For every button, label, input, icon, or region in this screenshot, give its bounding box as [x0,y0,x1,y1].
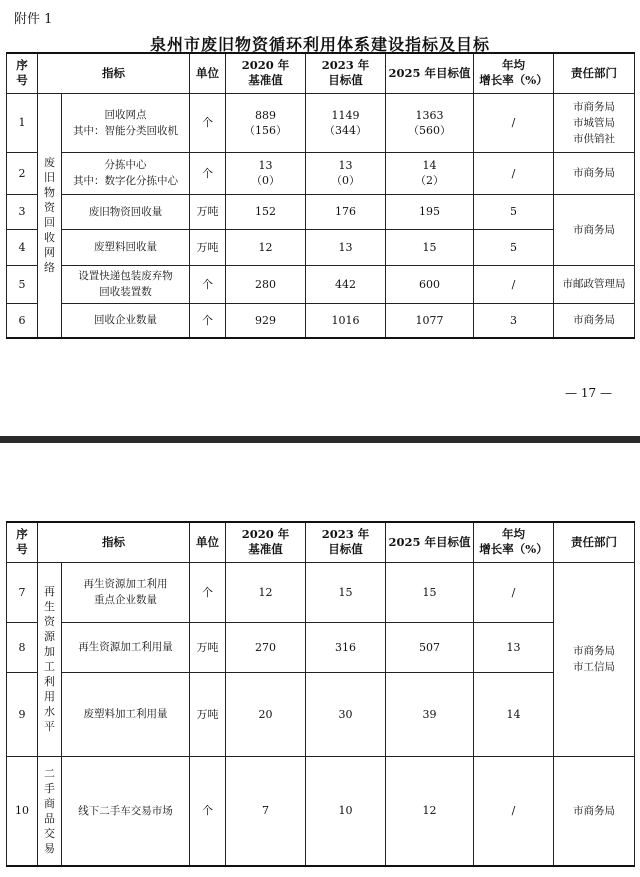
row-no: 3 [7,194,38,229]
group-label-recycling-network: 废 旧 物 资 回 收 网 络 [38,93,62,338]
dept-cell: 市商务局 [554,152,635,194]
row-no: 1 [7,93,38,152]
header-dept: 责任部门 [554,522,635,562]
row-no: 7 [7,562,38,622]
row-no: 2 [7,152,38,194]
dept-cell: 市商务局 市城管局 市供销社 [554,93,635,152]
growth-cell: / [474,152,554,194]
table-row [7,303,635,338]
header-dept: 责任部门 [554,53,635,93]
table-header [7,53,635,93]
unit-cell: 个 [190,303,226,338]
header-unit: 单位 [190,522,226,562]
table-row [7,194,635,229]
header-2020: 2020 年 基准值 [226,522,306,562]
unit-cell: 个 [190,152,226,194]
growth-cell: 13 [474,622,554,672]
value-2025: 39 [386,672,474,756]
value-2020: 12 [226,229,306,265]
table-row [7,672,635,756]
value-2020: 929 [226,303,306,338]
value-2020: 270 [226,622,306,672]
page-number: — 17 — [565,386,612,400]
indicator-name: 废塑料回收量 [62,229,190,265]
dept-cell: 市邮政管理局 [554,265,635,303]
table-row [7,622,635,672]
table-header [7,522,635,562]
growth-cell: / [474,93,554,152]
header-2023: 2023 年 目标值 [306,522,386,562]
table-row [7,93,635,152]
value-2023: 1149 （344） [306,93,386,152]
unit-cell: 个 [190,93,226,152]
growth-cell: / [474,265,554,303]
value-2020: 7 [226,756,306,866]
value-2025: 195 [386,194,474,229]
table-row [7,229,635,265]
value-2023: 176 [306,194,386,229]
dept-cell: 市商务局 市工信局 [554,562,635,756]
growth-cell: 5 [474,194,554,229]
header-seq: 序 号 [7,522,38,562]
header-2023: 2023 年 目标值 [306,53,386,93]
unit-cell: 个 [190,756,226,866]
value-2025: 15 [386,562,474,622]
indicator-name: 再生资源加工利用量 [62,622,190,672]
growth-cell: / [474,562,554,622]
growth-cell: / [474,756,554,866]
value-2023: 13 （0） [306,152,386,194]
indicator-name: 回收企业数量 [62,303,190,338]
growth-cell: 3 [474,303,554,338]
value-2020: 280 [226,265,306,303]
table-row [7,265,635,303]
indicator-name: 线下二手车交易市场 [62,756,190,866]
unit-cell: 个 [190,265,226,303]
indicator-name: 回收网点 其中：智能分类回收机 [62,93,190,152]
indicator-name: 设置快递包装废弃物 回收装置数 [62,265,190,303]
value-2023: 15 [306,562,386,622]
header-seq: 序 号 [7,53,38,93]
header-indicator: 指标 [38,522,190,562]
value-2023: 1016 [306,303,386,338]
page-divider [0,436,640,443]
table-row [7,562,635,622]
growth-cell: 5 [474,229,554,265]
dept-cell: 市商务局 [554,756,635,866]
unit-cell: 个 [190,562,226,622]
row-no: 10 [7,756,38,866]
value-2023: 13 [306,229,386,265]
value-2025: 1363 （560） [386,93,474,152]
row-no: 6 [7,303,38,338]
indicator-name: 分拣中心 其中：数字化分拣中心 [62,152,190,194]
row-no: 4 [7,229,38,265]
unit-cell: 万吨 [190,229,226,265]
indicator-name: 废旧物资回收量 [62,194,190,229]
row-no: 5 [7,265,38,303]
value-2020: 152 [226,194,306,229]
value-2025: 14 （2） [386,152,474,194]
value-2020: 20 [226,672,306,756]
unit-cell: 万吨 [190,672,226,756]
header-growth: 年均 增长率（%） [474,522,554,562]
unit-cell: 万吨 [190,622,226,672]
value-2023: 10 [306,756,386,866]
indicator-table-page2 [6,521,635,867]
value-2023: 316 [306,622,386,672]
indicator-table-page1 [6,52,635,339]
value-2025: 507 [386,622,474,672]
group-label-recycled-processing: 再 生 资 源 加 工 利 用 水 平 [38,562,62,756]
value-2023: 30 [306,672,386,756]
value-2020: 12 [226,562,306,622]
header-indicator: 指标 [38,53,190,93]
header-2025: 2025 年目标值 [386,522,474,562]
dept-cell: 市商务局 [554,303,635,338]
value-2023: 442 [306,265,386,303]
row-no: 8 [7,622,38,672]
header-growth: 年均 增长率（%） [474,53,554,93]
indicator-name: 再生资源加工利用 重点企业数量 [62,562,190,622]
header-2020: 2020 年 基准值 [226,53,306,93]
header-2025: 2025 年目标值 [386,53,474,93]
value-2025: 12 [386,756,474,866]
table-row [7,152,635,194]
growth-cell: 14 [474,672,554,756]
value-2020: 13 （0） [226,152,306,194]
attachment-label: 附件 1 [14,12,53,27]
value-2025: 600 [386,265,474,303]
table-row [7,756,635,866]
value-2025: 15 [386,229,474,265]
row-no: 9 [7,672,38,756]
group-label-second-hand-trade: 二 手 商 品 交 易 [38,756,62,866]
document-title: 泉州市废旧物资循环利用体系建设指标及目标 [149,35,490,54]
dept-cell: 市商务局 [554,194,635,265]
value-2020: 889 （156） [226,93,306,152]
value-2025: 1077 [386,303,474,338]
header-unit: 单位 [190,53,226,93]
indicator-name: 废塑料加工利用量 [62,672,190,756]
unit-cell: 万吨 [190,194,226,229]
